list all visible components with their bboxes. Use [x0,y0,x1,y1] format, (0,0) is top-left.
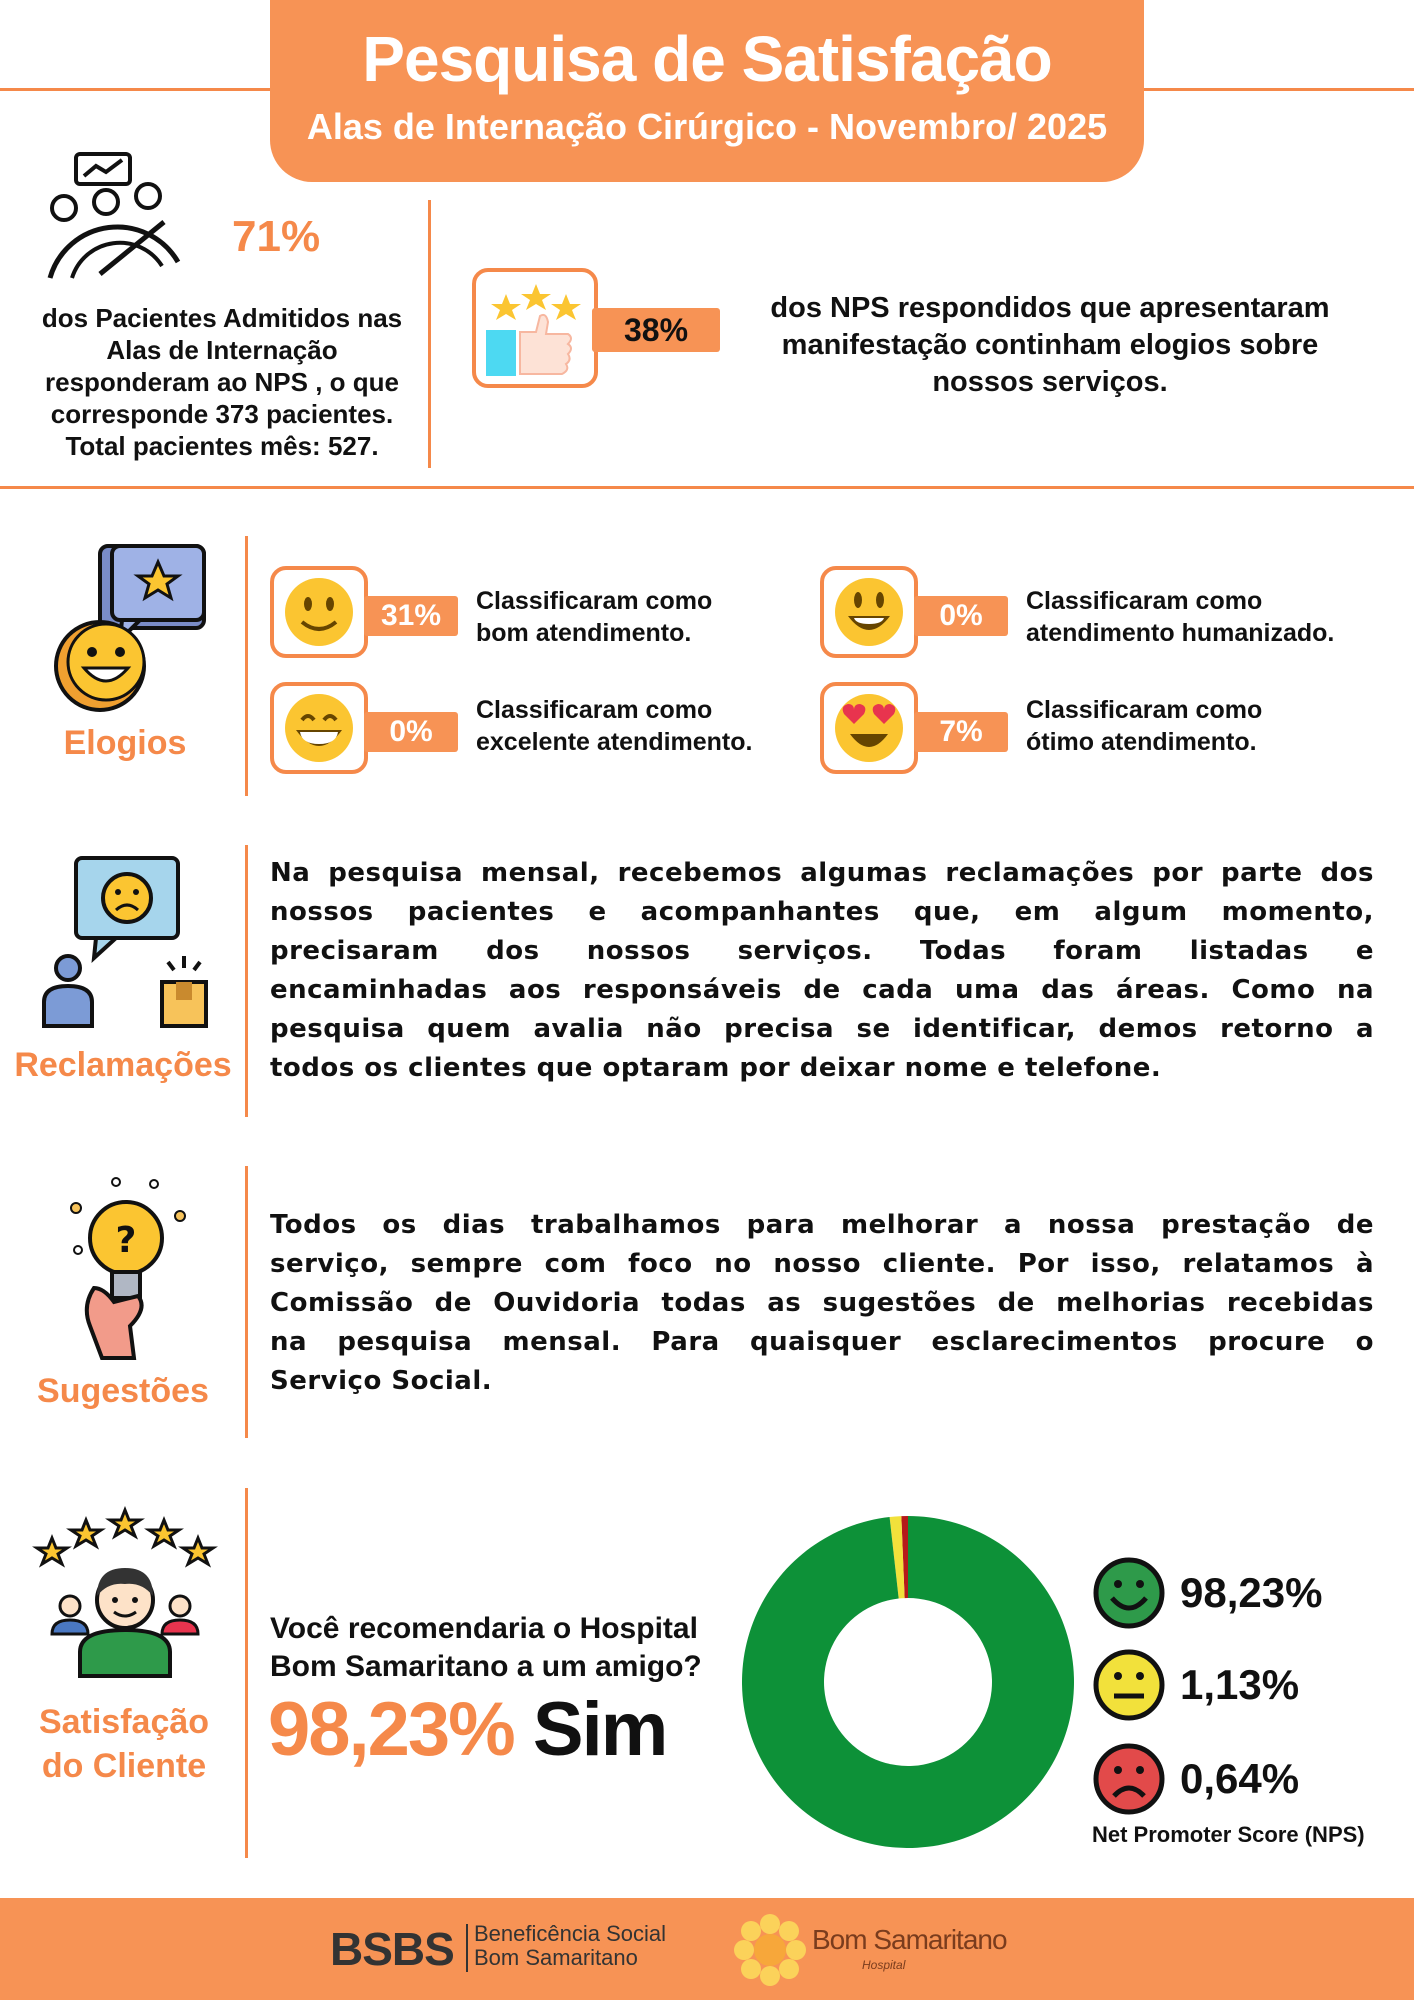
reclamacoes-line: precisaram dos nossos serviços. Todas foram listadas e [270,936,1374,966]
reclamacoes-text [270,854,1374,1088]
recommend-yes-percentage: 98,23% [268,1687,514,1772]
bsbs-org-line: Bom Samaritano [474,1945,638,1970]
header-rule-right [1142,88,1414,91]
hospital-logo-name: Bom Samaritano [812,1924,1007,1955]
sugestoes-line: Serviço Social. [270,1366,493,1396]
rating-tile [820,566,918,658]
header-rule-left [0,88,272,91]
praise-bubble-icon [50,544,210,714]
grin-icon [824,570,914,654]
sugestoes-line: Todos os dias trabalhamos para melhorar a nossa prestação de [270,1210,1374,1240]
detractors-percentage: 0,64% [1180,1755,1300,1802]
rating-tile [270,682,368,774]
reclamacoes-divider [245,845,248,1117]
promoters-percentage: 98,23% [1180,1569,1323,1616]
page-title: Pesquisa de Satisfação [362,23,1052,95]
donut-slice-promotores [742,1516,1074,1848]
rating-line: Classificaram como [1026,696,1263,724]
rating-tile [270,566,368,658]
reclamacoes-line: encaminhadas aos responsáveis de cada uma das áreas. Como na [270,975,1374,1005]
nps-legend-item [1092,1640,1322,1730]
rating-line: bom atendimento. [476,619,692,647]
sugestoes-divider [245,1166,248,1438]
neutrals-percentage: 1,13% [1180,1661,1300,1708]
sugestoes-line: serviço, sempre com foco no nosso cliente. Por isso, relatamos à [270,1249,1374,1279]
footer-bar [0,1898,1414,2000]
elogios-divider [245,536,248,796]
satisfacao-label-line: do Cliente [41,1747,207,1785]
header-banner [270,0,1144,182]
rating-line: Classificaram como [476,696,713,724]
elogios-label: Elogios [63,724,187,762]
complaint-icon [38,856,218,1036]
reclamacoes-label: Reclamações [14,1046,232,1084]
summary-divider [0,486,1414,489]
satisfacao-label [22,1700,226,1788]
rating-line: ótimo atendimento. [1026,728,1257,756]
beaming-smile-icon [274,686,364,770]
response-line: corresponde 373 pacientes. [50,399,394,429]
footer-logo-divider [466,1924,468,1972]
happy-face-icon [1092,1556,1166,1630]
reclamacoes-line: nossos pacientes e acompanhantes que, em algum momento, [270,897,1374,927]
reclamacoes-line: todos os clientes que optaram por deixar nome e telefone. [270,1053,1162,1083]
recommend-result [268,1686,666,1773]
summary-vertical-divider [428,200,431,468]
customer-satisfaction-icon [30,1506,220,1680]
recommend-question [270,1610,702,1686]
praise-percentage: 38% [592,308,720,352]
bsbs-org-line: Beneficência Social [474,1921,667,1946]
rating-line: Classificaram como [476,587,713,615]
sad-face-icon [1092,1742,1166,1816]
response-line: Total pacientes mês: 527. [65,431,379,461]
rating-line: atendimento humanizado. [1026,619,1335,647]
reclamacoes-line: pesquisa quem avalia não precisa se identificar, demos retorno a [270,1014,1374,1044]
recommend-question-line: Você recomendaria o Hospital [270,1612,698,1645]
recommend-yes-word: Sim [532,1687,667,1772]
sugestoes-line: na pesquisa mensal. Para quaisquer esclarecimentos procure o [270,1327,1374,1357]
svg-text:?: ? [115,1220,137,1261]
rating-tile [820,682,918,774]
rating-description [476,585,712,649]
response-line: Alas de Internação [106,335,338,365]
thumbs-up-stars-icon [476,272,594,384]
satisfacao-divider [245,1488,248,1858]
rating-percentage: 0% [914,596,1008,636]
reclamacoes-line: Na pesquisa mensal, recebemos algumas reclamações por parte dos [270,858,1374,888]
rating-line: Classificaram como [1026,587,1263,615]
praise-line: dos NPS respondidos que apresentaram [770,292,1330,324]
response-line: responderam ao NPS , o que [45,367,399,397]
sunflower-logo-icon [732,1914,808,1986]
bsbs-logo: BSBS [330,1923,454,1975]
heart-eyes-icon [824,686,914,770]
hospital-logo-sub: Hospital [862,1958,906,1972]
nps-legend-item [1092,1548,1322,1638]
nps-donut-chart [740,1514,1076,1850]
page-subtitle: Alas de Internação Cirúrgico - Novembro/ 2025 [306,106,1108,147]
sugestoes-text [270,1206,1374,1401]
nps-legend [1092,1548,1322,1824]
response-description [22,302,422,462]
praise-description [730,290,1370,401]
neutral-face-icon [1092,1648,1166,1722]
bsbs-org-name [474,1922,666,1970]
sugestoes-label: Sugestões [37,1372,209,1410]
praise-line: manifestação continham elogios sobre [781,329,1319,361]
response-line: dos Pacientes Admitidos nas [41,303,403,333]
slight-smile-icon [274,570,364,654]
praise-line: nossos serviços. [932,366,1168,398]
rating-percentage: 31% [364,596,458,636]
lightbulb-idea-icon [62,1176,198,1366]
recommend-question-line: Bom Samaritano a um amigo? [270,1650,702,1683]
rating-line: excelente atendimento. [476,728,753,756]
rating-description [1026,585,1334,649]
rating-description [476,694,752,758]
rating-description [1026,694,1262,758]
response-percentage: 71% [232,212,321,261]
rating-percentage: 7% [914,712,1008,752]
nps-legend-item [1092,1734,1322,1824]
thumbs-up-tile [472,268,598,388]
rating-percentage: 0% [364,712,458,752]
sugestoes-line: Comissão de Ouvidoria todas as sugestões de melhorias recebidas [270,1288,1374,1318]
satisfaction-meter-icon [44,150,184,286]
satisfacao-label-line: Satisfação [38,1703,210,1741]
nps-caption: Net Promoter Score (NPS) [1092,1822,1365,1847]
